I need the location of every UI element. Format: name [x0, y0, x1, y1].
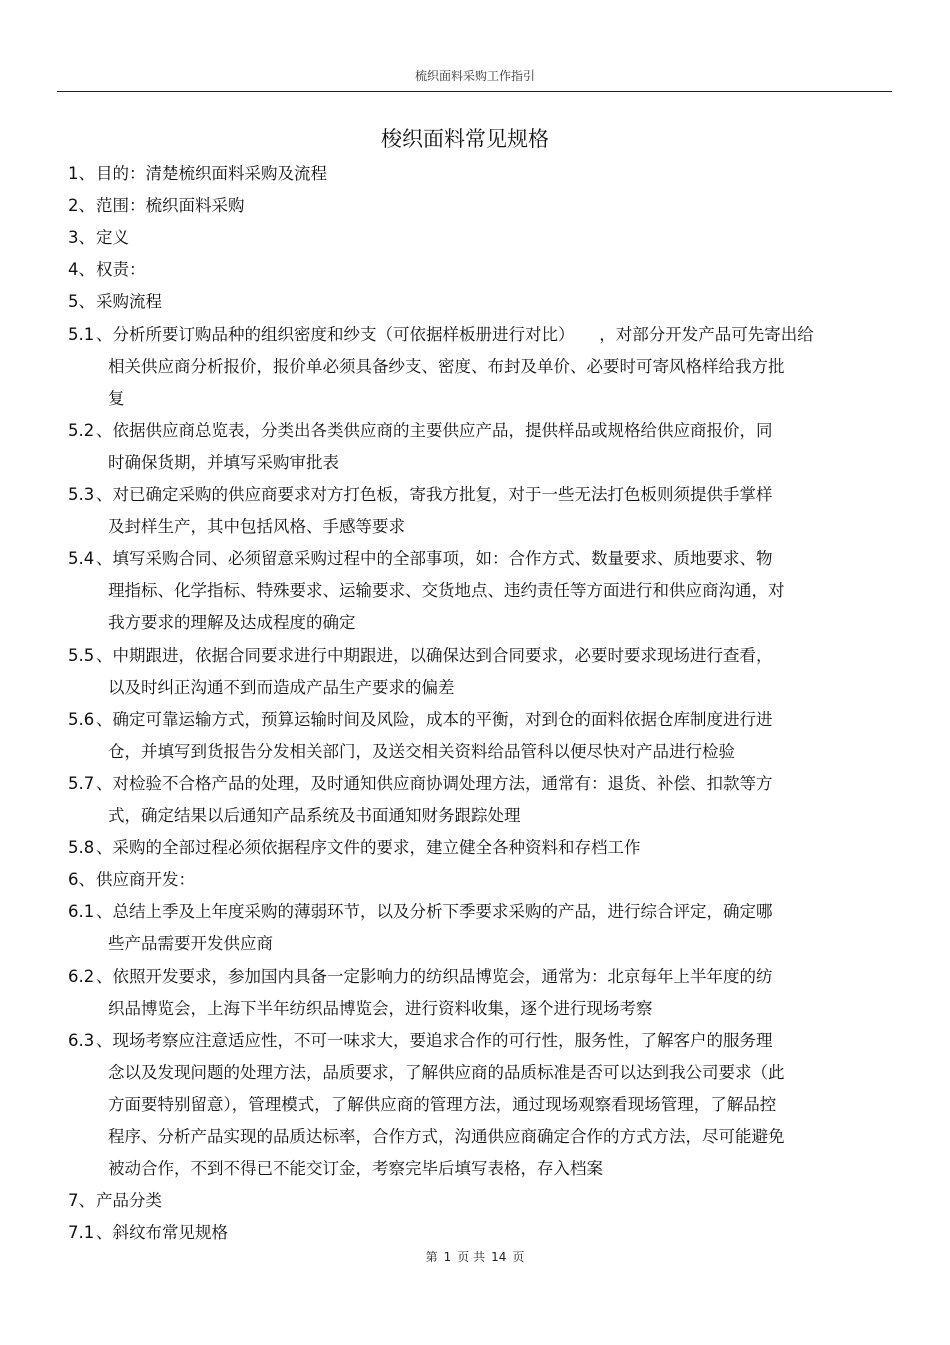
item-continuation: 念以及发现问题的处理方法，品质要求，了解供应商的品质标准是否可以达到我公司要求（此 [108, 1062, 785, 1082]
item-text: 、采购的全部过程必须依据程序文件的要求，建立健全各种资料和存档工作 [96, 838, 641, 858]
item-text: 、分析所要订购品种的组织密度和纱支（可依据样板册进行对比） ，对部分开发产品可先寄出给 [96, 324, 814, 344]
item-continuation: 程序、分析产品实现的品质达标率，合作方式，沟通供应商确定合作的方式方法，尽可能避免 [108, 1127, 785, 1146]
item-continuation: 以及时纠正沟通不到而造成产品生产要求的偏差 [108, 677, 455, 697]
item-continuation: 被动合作，不到不得已不能交订金，考察完毕后填写表格，存入档案 [108, 1159, 603, 1179]
item-text: 、依照开发要求，参加国内具备一定影响力的纺织品博览会，通常为：北京每年上半年度的纺 [96, 966, 773, 986]
item-text: 定义 [96, 228, 129, 248]
item-continuation: 方面要特别留意），管理模式，了解供应商的管理方法，通过现场观察看现场管理，了解品控 [108, 1094, 777, 1114]
item-continuation: 我方要求的理解及达成程度的确定 [108, 613, 356, 633]
item-number: 5.1 [68, 324, 95, 344]
item-text: 、总结上季及上年度采购的薄弱环节，以及分析下季要求采购的产品，进行综合评定，确定哪 [96, 902, 773, 922]
item-text: 产品分类 [96, 1191, 162, 1211]
item-number: 5.3 [68, 485, 95, 504]
item-continuation: 相关供应商分析报价，报价单必须具备纱支、密度、布封及单价、必要时可寄风格样给我方批 [108, 356, 785, 376]
item-text: 目的：清楚梳织面料采购及流程 [96, 164, 327, 183]
item-number: 5.4 [68, 549, 95, 569]
item-number: 6.3 [68, 1030, 95, 1050]
page-number: 1 [443, 1250, 452, 1264]
item-text: 供应商开发： [96, 870, 195, 890]
item-text: 、对检验不合格产品的处理，及时通知供应商协调处理方法，通常有：退货、补偿、扣款等方 [96, 773, 773, 793]
item-number: 5.7 [68, 773, 95, 793]
item-continuation: 及封样生产，其中包括风格、手感等要求 [108, 517, 405, 537]
item-text: 、对已确定采购的供应商要求对方打色板，寄我方批复，对于一些无法打色板则须提供手掌样 [96, 485, 773, 504]
item-number: 1、 [68, 164, 95, 183]
item-text: 、填写采购合同、必须留意采购过程中的全部事项，如：合作方式、数量要求、质地要求、物 [96, 549, 773, 569]
item-text: 、斜纹布常见规格 [96, 1223, 228, 1243]
item-text: 权责： [96, 260, 146, 280]
item-number: 5.5 [68, 645, 95, 665]
item-number: 6.2 [68, 966, 95, 986]
footer-prefix: 第 [425, 1250, 438, 1264]
item-text: 、现场考察应注意适应性，不可一味求大，要追求合作的可行性，服务性，了解客户的服务理 [96, 1030, 773, 1050]
item-text: 、依据供应商总览表，分类出各类供应商的主要供应产品，提供样品或规格给供应商报价，同 [96, 420, 773, 440]
item-text: 、中期跟进，依据合同要求进行中期跟进，以确保达到合同要求，必要时要求现场进行查看， [96, 645, 773, 665]
item-text: 、确定可靠运输方式，预算运输时间及风险，成本的平衡，对到仓的面料依据仓库制度进行进 [96, 709, 773, 729]
header-divider [57, 91, 892, 92]
item-number: 5、 [68, 292, 95, 312]
item-number: 4、 [68, 260, 95, 280]
document-title: 梭织面料常见规格 [381, 127, 549, 151]
item-text: 采购流程 [96, 292, 162, 312]
item-number: 5.6 [68, 709, 95, 729]
header-title: 梳织面料采购工作指引 [414, 69, 535, 83]
item-number: 6.1 [68, 902, 95, 922]
item-text: 范围：梳织面料采购 [96, 196, 245, 216]
item-continuation: 时确保货期，并填写采购审批表 [108, 452, 339, 472]
item-continuation: 些产品需要开发供应商 [108, 934, 273, 954]
item-number: 5.2 [68, 420, 95, 440]
item-number: 6、 [68, 870, 95, 890]
item-continuation: 式，确定结果以后通知产品系统及书面通知财务跟踪处理 [108, 806, 521, 825]
page-footer [0, 1248, 950, 1265]
item-number: 5.8 [68, 838, 95, 858]
item-continuation: 复 [108, 388, 125, 408]
item-number: 7、 [68, 1191, 95, 1211]
footer-suffix: 页 [512, 1250, 525, 1264]
item-number: 3、 [68, 228, 95, 248]
total-pages: 14 [491, 1250, 507, 1264]
item-continuation: 理指标、化学指标、特殊要求、运输要求、交货地点、违约责任等方面进行和供应商沟通，对 [108, 581, 785, 601]
item-number: 2、 [68, 196, 95, 216]
footer-mid: 页 共 [457, 1250, 486, 1264]
item-number: 7.1 [68, 1223, 95, 1243]
item-continuation: 仓，并填写到货报告分发相关部门，及送交相关资料给品管科以便尽快对产品进行检验 [108, 741, 735, 761]
item-continuation: 织品博览会，上海下半年纺织品博览会，进行资料收集，逐个进行现场考察 [108, 998, 653, 1018]
